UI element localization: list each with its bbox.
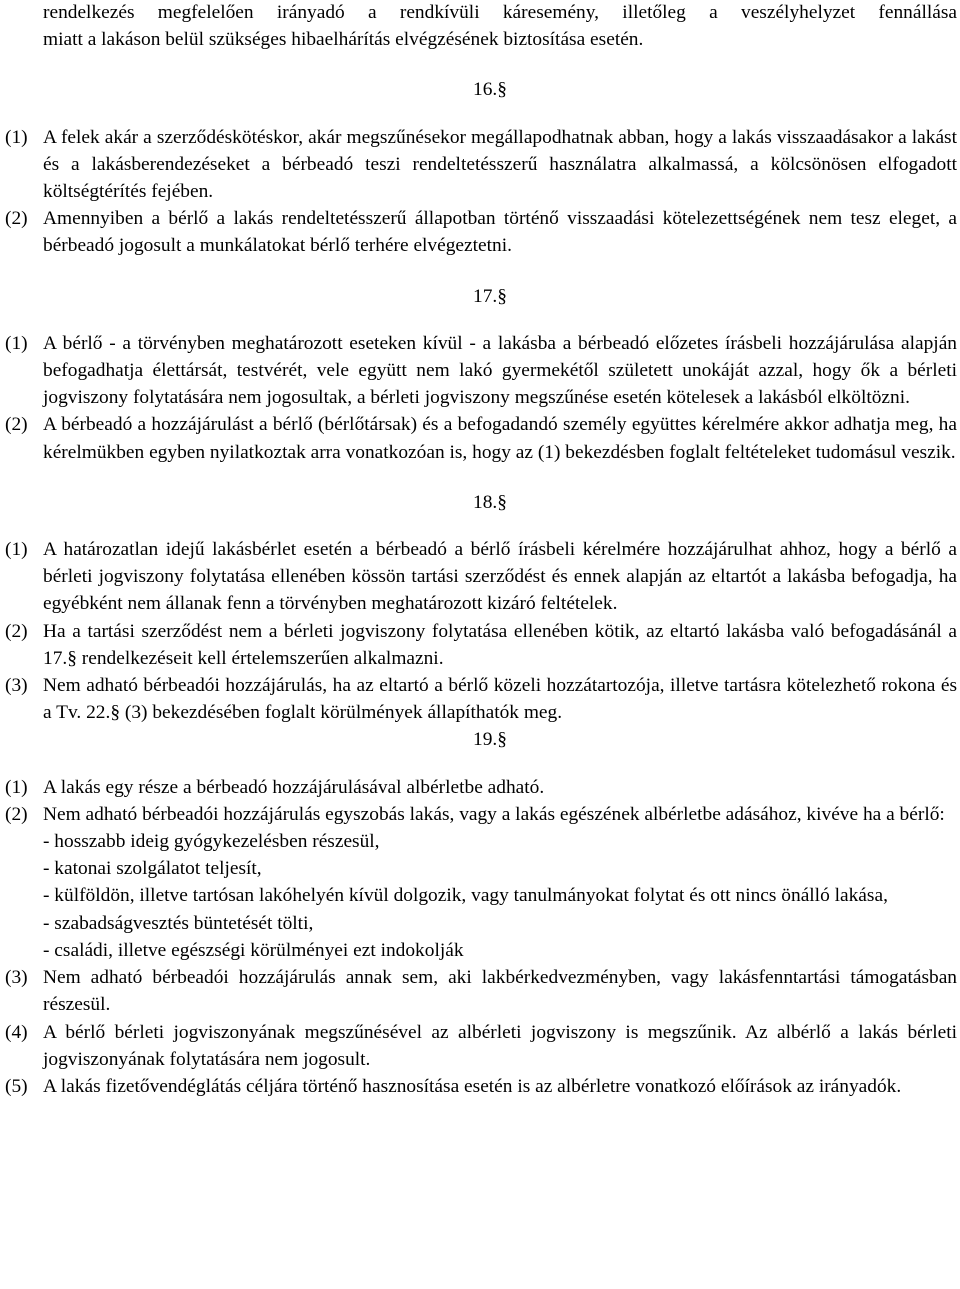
paragraph-text: Amennyiben a bérlő a lakás rendeltetésszerű állapotban történő visszaadási kötelezettségének nem tesz eleget, a bérbeadó jogosult a munkálatokat bérlő terhére elvégeztetni. xyxy=(43,208,957,257)
paragraph-number: (3) xyxy=(5,967,28,989)
paragraph-text: A bérbeadó a hozzájárulást a bérlő (bérlőtársak) és a befogadandó személy együttes kérelmére akkor adhatja meg, ha kérelmükben egyben nyilatkoztak arra vonatkozóan is, hogy az (1) bekezdésben foglalt feltételeket tudomásul veszik. xyxy=(43,414,957,463)
section-19-paragraph-4 xyxy=(5,1019,957,1073)
section-19-paragraph-2 xyxy=(5,801,957,964)
section-18 xyxy=(5,489,957,727)
section-17-paragraph-2 xyxy=(5,411,957,465)
paragraph-text: Nem adható bérbeadói hozzájárulás, ha az eltartó a bérlő közeli hozzátartozója, illetve tartásra kötelezhető rokona és a Tv. 22.§ (3) bekezdésében foglalt körülmények állapíthatók meg. xyxy=(43,675,957,724)
section-19-paragraph-5 xyxy=(5,1073,957,1100)
section-18-title: 18.§ xyxy=(473,491,507,513)
section-19 xyxy=(5,726,957,1100)
paragraph-text: A határozatlan idejű lakásbérlet esetén a bérbeadó a bérlő írásbeli kérelmére hozzájárulhat ahhoz, hogy a bérlő a bérleti jogviszony folytatása ellenében kössön tartási szerződést és ennek alapján az eltartót a lakásba befogadja, ha egyébként nem állanak fenn a törvényben meghatározott kizáró feltételek. xyxy=(43,539,957,615)
section-17 xyxy=(5,283,957,466)
paragraph-number: (1) xyxy=(5,539,28,561)
section-16-paragraph-2 xyxy=(5,205,957,259)
intro-line-1: rendelkezés megfelelően irányadó a rendkívüli káresemény, illetőleg a veszélyhelyzet fennállása xyxy=(43,2,957,23)
paragraph-text: A bérlő - a törvényben meghatározott eseteken kívül - a lakásba a bérbeadó előzetes írásbeli hozzájárulása alapján befogadhatja élettársát, testvérét, vele együtt nem lakó gyermekétől született unokáját azzal, hogy ők a bérleti jogviszony folytatására nem jogosultak, a bérleti jogviszony megszűnése esetén kötelesek a lakásból elköltözni. xyxy=(43,332,957,409)
section-16-paragraph-1 xyxy=(5,124,957,206)
section-19-paragraph-3 xyxy=(5,964,957,1018)
paragraph-text: Nem adható bérbeadói hozzájárulás egyszobás lakás, vagy a lakás egészének albérletbe adásához, kivéve ha a bérlő: xyxy=(43,803,945,825)
paragraph-text: Ha a tartási szerződést nem a bérleti jogviszony folytatása ellenében kötik, az eltartó lakásba való befogadásánál a 17.§ rendelkezéseit kell értelemszerűen alkalmazni. xyxy=(43,620,957,669)
paragraph-text: A bérlő bérleti jogviszonyának megszűnésével az albérleti jogviszony is megszűnik. Az albérlő a lakás bérleti jogviszonyának folytatására nem jogosult. xyxy=(43,1021,957,1070)
section-16 xyxy=(5,76,957,259)
paragraph-number: (2) xyxy=(5,803,28,825)
section-17-paragraph-1 xyxy=(5,330,957,412)
paragraph-text: A lakás fizetővendéglátás céljára történő hasznosítása esetén is az albérletre vonatkozó előírások az irányadók. xyxy=(43,1075,902,1097)
intro-text xyxy=(43,0,957,53)
list-item: - szabadságvesztés büntetését tölti, xyxy=(43,912,314,934)
section-18-paragraph-1 xyxy=(5,536,957,618)
paragraph-number: (1) xyxy=(5,332,28,354)
section-18-paragraph-3 xyxy=(5,672,957,726)
section-19-title: 19.§ xyxy=(473,729,507,751)
list-item: - külföldön, illetve tartósan lakóhelyén kívül dolgozik, vagy tanulmányokat folytat és ott nincs önálló lakása, xyxy=(43,885,888,907)
paragraph-number: (2) xyxy=(5,414,28,436)
paragraph-number: (1) xyxy=(5,126,28,148)
section-16-title: 16.§ xyxy=(473,79,507,101)
list-item: - katonai szolgálatot teljesít, xyxy=(43,858,262,880)
intro-line-2: miatt a lakáson belül szükséges hibaelhárítás elvégzésének biztosítása esetén. xyxy=(43,29,644,51)
paragraph-number: (1) xyxy=(5,776,28,798)
paragraph-number: (5) xyxy=(5,1075,28,1097)
paragraph-text: A lakás egy része a bérbeadó hozzájárulásával albérletbe adható. xyxy=(43,776,545,798)
section-17-title: 17.§ xyxy=(473,285,507,307)
section-19-paragraph-1 xyxy=(5,774,957,801)
paragraph-number: (2) xyxy=(5,208,28,230)
paragraph-number: (4) xyxy=(5,1021,28,1043)
list-item: - családi, illetve egészségi körülményei ezt indokolják xyxy=(43,939,464,961)
paragraph-number: (2) xyxy=(5,620,28,642)
paragraph-number: (3) xyxy=(5,675,28,697)
section-18-paragraph-2 xyxy=(5,618,957,672)
paragraph-text: A felek akár a szerződéskötéskor, akár megszűnésekor megállapodhatnak abban, hogy a lakás visszaadásakor a lakást és a lakásberendezéseket a bérbeadó teszi rendeltetésszerű használatra alkalmassá, a kölcsönösen elfogadott költségtérítés fejében. xyxy=(43,126,957,203)
list-item: - hosszabb ideig gyógykezelésben részesül, xyxy=(43,831,380,853)
paragraph-text: Nem adható bérbeadói hozzájárulás annak sem, aki lakbérkedvezményben, vagy lakásfenntartási támogatásban részesül. xyxy=(43,967,957,1016)
document-page xyxy=(5,0,957,1100)
